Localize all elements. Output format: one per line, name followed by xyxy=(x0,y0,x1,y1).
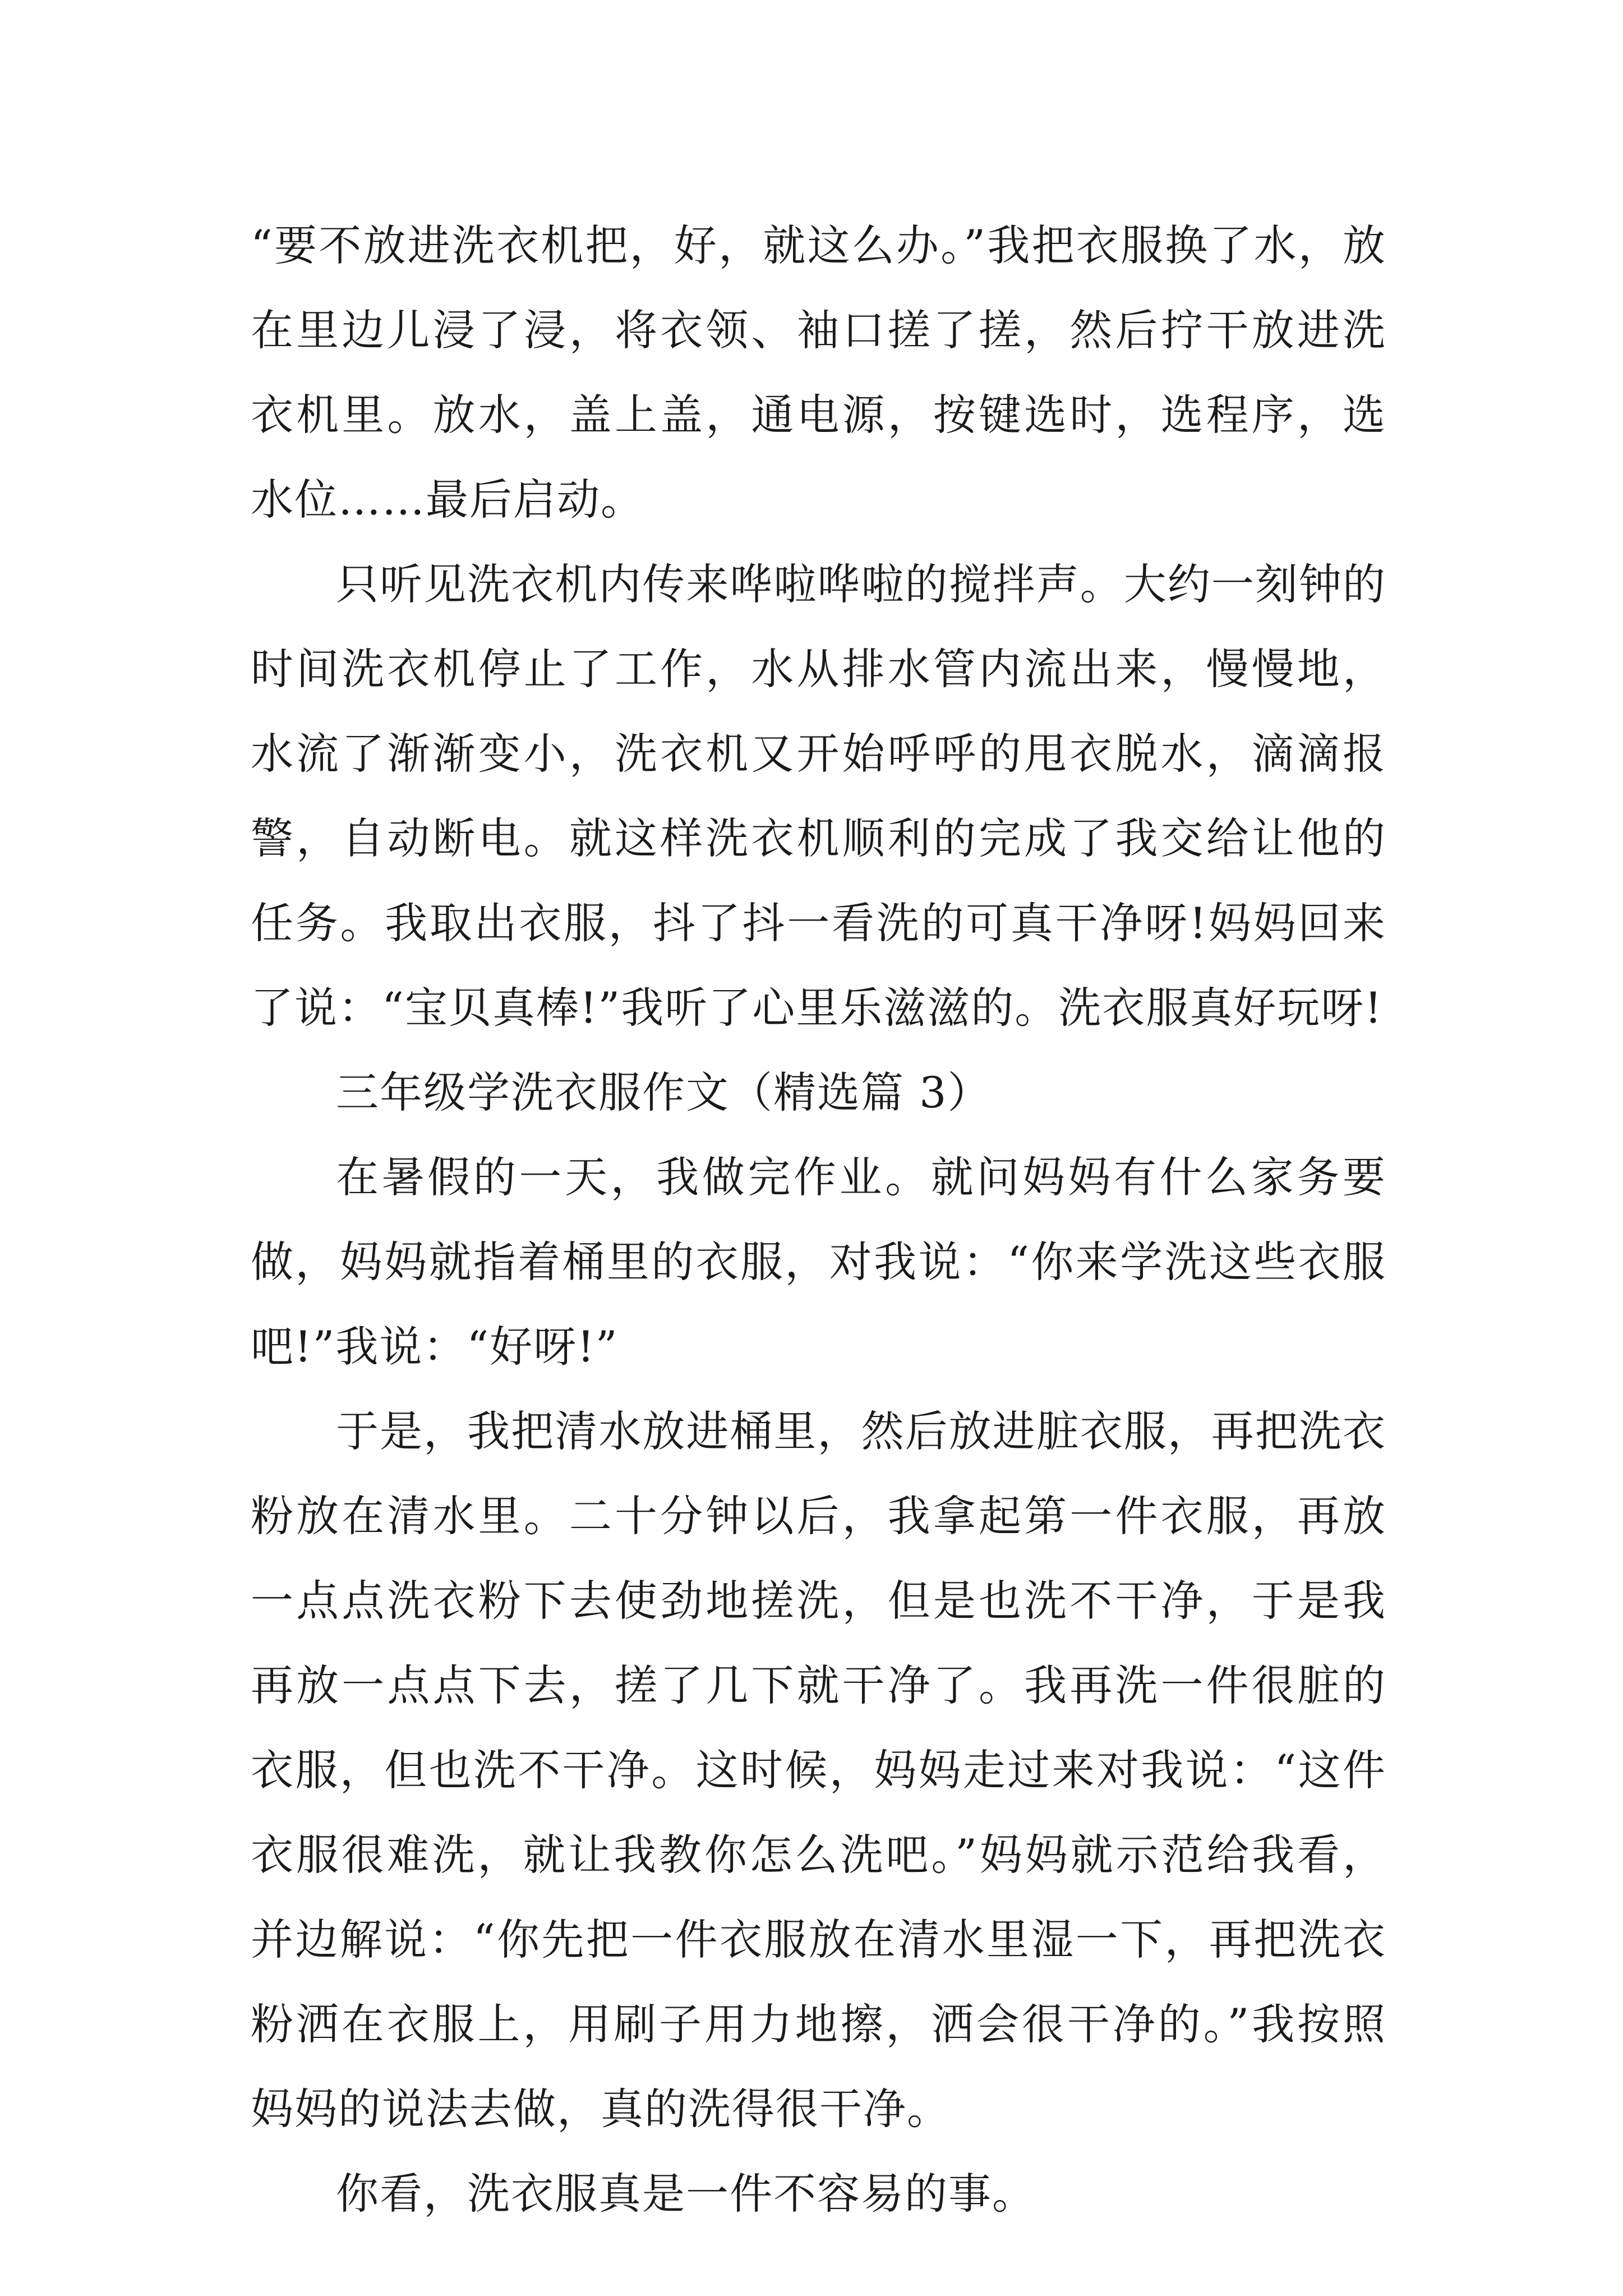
paragraph-washing-machine: 只听见洗衣机内传来哗啦哗啦的搅拌声。大约一刻钟的时间洗衣机停止了工作，水从排水管内流出来，慢慢地，水流了渐渐变小，洗衣机又开始呼呼的甩衣脱水，滴滴报警，自动断电。就这样洗衣机顺利的完成了我交给让他的任务。我取出衣服，抖了抖一看洗的可真干净呀!妈妈回来了说：“宝贝真棒!”我听了心里乐滋滋的。洗衣服真好玩呀! xyxy=(251,559,1386,1033)
paragraph-continuation: “要不放进洗衣机把，好，就这么办。”我把衣服换了水，放在里边儿浸了浸，将衣领、袖口搓了搓，然后拧干放进洗衣机里。放水，盖上盖，通电源，按键选时，选程序，选水位……最后启动。 xyxy=(251,220,1386,524)
article-body xyxy=(251,203,1386,2236)
paragraph-conclusion: 你看，洗衣服真是一件不容易的事。 xyxy=(336,2169,1036,2219)
section-heading: 三年级学洗衣服作文（精选篇 3） xyxy=(336,1068,992,1117)
paragraph-summer-day: 在暑假的一天，我做完作业。就问妈妈有什么家务要做，妈妈就指着桶里的衣服，对我说：“你来学洗这些衣服吧!”我说：“好呀!” xyxy=(251,1152,1386,1372)
paragraph-washing-by-hand: 于是，我把清水放进桶里，然后放进脏衣服，再把洗衣粉放在清水里。二十分钟以后，我拿起第一件衣服，再放一点点洗衣粉下去使劲地搓洗，但是也洗不干净，于是我再放一点点下去，搓了几下就干净了。我再洗一件很脏的衣服，但也洗不干净。这时候，妈妈走过来对我说：“这件衣服很难洗，就让我教你怎么洗吧。”妈妈就示范给我看，并边解说：“你先把一件衣服放在清水里湿一下，再把洗衣粉洒在衣服上，用刷子用力地擦，洒会很干净的。”我按照妈妈的说法去做，真的洗得很干净。 xyxy=(251,1406,1386,2134)
